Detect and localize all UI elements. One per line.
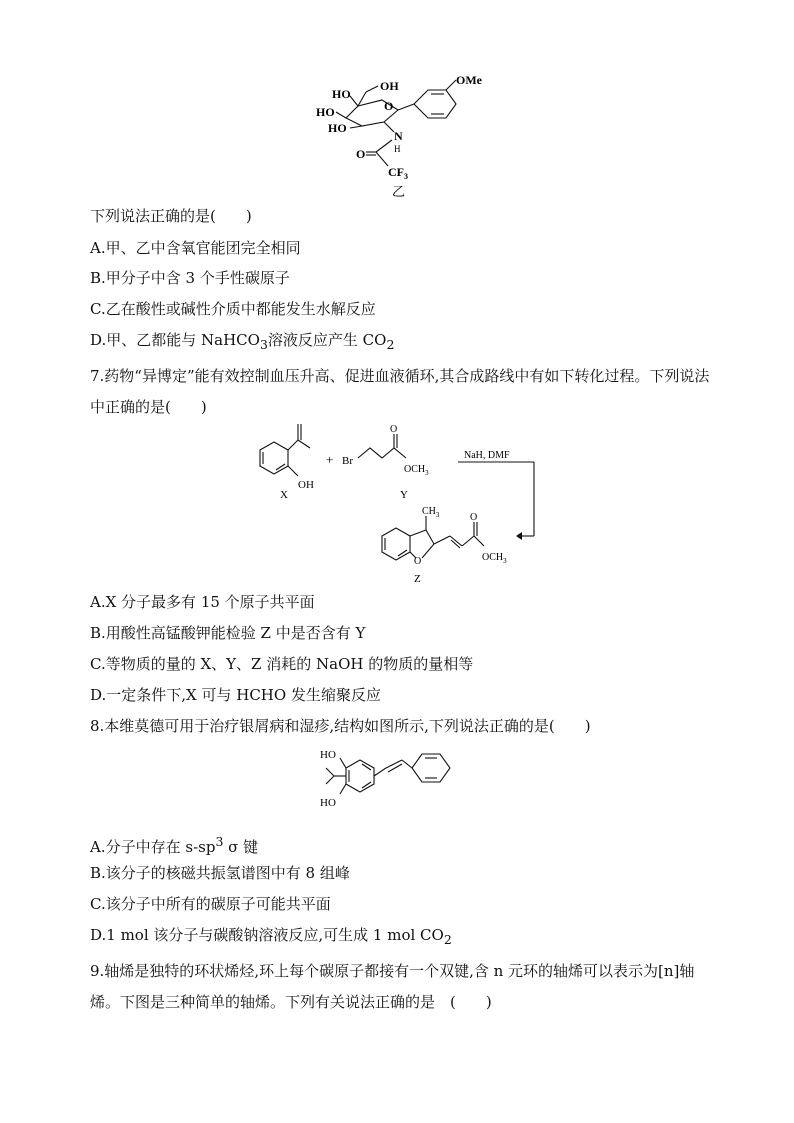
- y-carbonyl-o: O: [390, 424, 398, 435]
- label-yi: 乙: [392, 184, 406, 199]
- ho-2: HO: [316, 105, 335, 119]
- z-ch3: $CH_3$: [422, 506, 440, 519]
- compound-z: [382, 506, 507, 585]
- reaction-scheme: [250, 418, 550, 588]
- ho-top: HO: [320, 749, 336, 761]
- nh-h: H: [394, 144, 401, 154]
- q7-option-a: A.X 分子最多有 15 个原子共平面: [90, 593, 315, 611]
- z-och3: $OCH_3$: [482, 552, 507, 565]
- structure-yi: [300, 70, 500, 200]
- q7-option-b: B.用酸性高锰酸钾能检验 Z 中是否含有 Y: [90, 624, 366, 642]
- q8-option-d: D.1 mol 该分子与碳酸钠溶液反应,可生成 1 mol $CO_2$: [90, 926, 452, 947]
- z-carbonyl-o: O: [470, 512, 478, 523]
- q7-option-d: D.一定条件下,X 可与 HCHO 发生缩聚反应: [90, 686, 381, 704]
- q9-stem: 9.轴烯是独特的环状烯烃,环上每个碳原子都接有一个双键,含 n 元环的轴烯可以表示为[n]轴烯。下图是三种简单的轴烯。下列有关说法正确的是 ( ): [90, 962, 695, 1011]
- q6-option-d: D.甲、乙都能与 NaHCO$_3$溶液反应产生 $CO_2$: [90, 331, 395, 352]
- z-label: Z: [414, 573, 421, 585]
- q6-option-a: A.甲、乙中含氧官能团完全相同: [90, 239, 301, 257]
- q7-option-c: C.等物质的量的 X、Y、Z 消耗的 NaOH 的物质的量相等: [90, 655, 474, 673]
- compound-y: [342, 424, 429, 501]
- z-ring-o: O: [414, 556, 422, 567]
- structure-benvitimod: [310, 742, 490, 822]
- y-label: Y: [400, 489, 408, 501]
- arrowhead-icon: [516, 532, 522, 540]
- q8-option-c: C.该分子中所有的碳原子可能共平面: [90, 895, 331, 913]
- q7-stem: 7.药物“异博定”能有效控制血压升高、促进血液循环,其合成路线中有如下转化过程。下列说法中正确的是( ): [90, 367, 710, 416]
- ome: OMe: [456, 73, 482, 87]
- ring-o: O: [384, 99, 394, 113]
- q6-option-b: B.甲分子中含 3 个手性碳原子: [90, 269, 290, 287]
- q8-option-a: A.分子中存在 $s-sp^3$ σ 键: [90, 834, 259, 856]
- plus-sign: +: [326, 452, 334, 467]
- ho-1: HO: [332, 87, 351, 101]
- y-och3: $OCH_3$: [404, 464, 429, 477]
- ho-3: HO: [328, 121, 347, 135]
- compound-x: [260, 424, 314, 501]
- q8-stem: 8.本维莫德可用于治疗银屑病和湿疹,结构如图所示,下列说法正确的是( ): [90, 717, 591, 735]
- reagent-label: NaH, DMF: [464, 450, 510, 461]
- q6-stem: 下列说法正确的是( ): [90, 207, 252, 225]
- x-label: X: [280, 489, 288, 501]
- q6-option-c: C.乙在酸性或碱性介质中都能发生水解反应: [90, 300, 376, 318]
- nh-n: N: [394, 129, 403, 143]
- oh-top: OH: [380, 79, 399, 93]
- x-oh: OH: [298, 479, 314, 491]
- cf3: $CF_3$: [388, 165, 408, 181]
- q8-option-b: B.该分子的核磁共振氢谱图中有 8 组峰: [90, 864, 350, 882]
- ho-bottom: HO: [320, 797, 336, 809]
- carbonyl-o: O: [356, 147, 366, 161]
- y-br: Br: [342, 455, 353, 467]
